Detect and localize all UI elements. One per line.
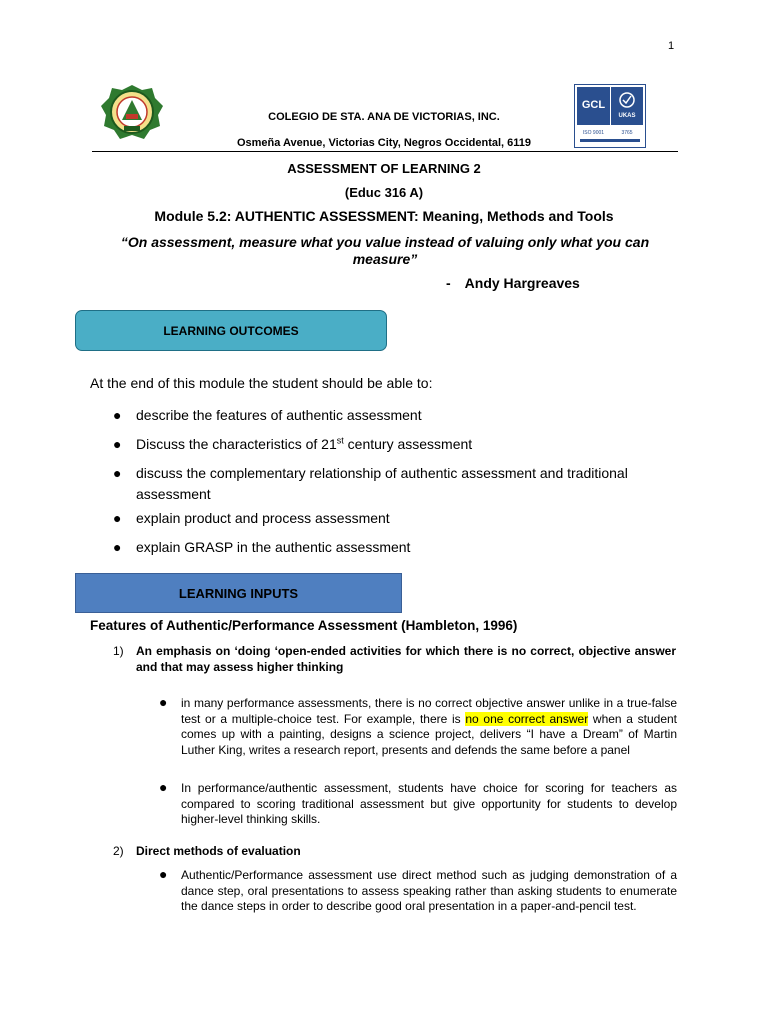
bullet-icon: ● [113,407,122,423]
quote-text: “On assessment, measure what you value instead of valuing only what you can measure” [120,234,650,267]
list-item [113,405,422,426]
sub-list-item [159,694,678,758]
bullet-icon: ● [113,465,122,481]
module-title: Module 5.2: AUTHENTIC ASSESSMENT: Meaning, Methods and Tools [154,208,614,224]
item-number: 2) [113,844,124,858]
list-item [113,508,390,529]
bullet-icon: ● [113,539,122,555]
gcl-text: GCL [581,99,606,111]
quote-author [446,275,580,291]
header-divider [92,151,678,152]
school-name: COLEGIO DE STA. ANA DE VICTORIAS, INC. [268,111,500,123]
bullet-icon: ● [113,436,122,452]
quote-author-name: Andy Hargreaves [464,275,580,291]
item-number: 1) [113,644,124,658]
school-address: Osmeña Avenue, Victorias City, Negros Occidental, 6119 [236,137,532,149]
superscript: st [336,435,344,446]
highlighted-text: no one correct answer [465,711,589,726]
cert-code-text: 3765 [621,130,633,136]
sub-list-item [159,779,677,828]
features-heading: Features of Authentic/Performance Assessment (Hambleton, 1996) [90,618,518,633]
learning-inputs-header [75,573,402,613]
bullet-icon: ● [113,510,122,526]
list-item-text: Discuss the characteristics of 21 [136,436,337,452]
ukas-text: UKAS [618,113,636,119]
numbered-item-text: An emphasis on ‘doing ‘open-ended activities for which there is no correct, objective answer and that may assess higher thinking [136,644,676,674]
list-item [113,463,676,505]
list-item [113,434,473,455]
iso-text: ISO 9001 [582,130,605,136]
list-item-text: explain GRASP in the authentic assessment [136,539,411,555]
sub-item-text: Authentic/Performance assessment use direct method such as judging demonstration of a dance step, oral presentations to assess speaking rather than asking students to enumerate the dance steps in order to describe good oral presentation in a paper-and-pencil test. [181,868,677,913]
list-item [113,537,411,558]
numbered-item [113,843,301,859]
bullet-icon: ● [159,694,168,710]
numbered-item-text: Direct methods of evaluation [136,844,301,858]
sub-list-item [159,866,677,915]
quote-dash: - [446,275,451,291]
sub-item-text-rest: when a student comes up with a painting, designs a science project, delivers “I have a Dream” of Martin Luther King, writes a research report, presents and defends the same before a panel [181,711,678,757]
learning-outcomes-header [75,310,387,351]
learning-inputs-label: LEARNING INPUTS [178,585,299,601]
course-title: ASSESSMENT OF LEARNING 2 [287,161,481,176]
list-item-text: describe the features of authentic assessment [136,407,422,423]
numbered-item [113,643,676,675]
page-number: 1 [668,40,675,52]
outcomes-intro: At the end of this module the student should be able to: [90,375,433,391]
bullet-icon: ● [159,866,168,882]
sub-item-text: In performance/authentic assessment, students have choice for scoring for teachers as compared to scoring traditional assessment but give opportunity for students to develop higher-level thinking skills. [181,781,677,826]
list-item-text-rest: century assessment [343,436,473,452]
course-code: (Educ 316 A) [344,185,424,200]
list-item-text: explain product and process assessment [136,510,390,526]
learning-outcomes-label: LEARNING OUTCOMES [163,323,299,338]
list-item-text: discuss the complementary relationship of authentic assessment and traditional assessment [136,465,628,502]
sub-item-text: in many performance assessments, there is no correct objective answer unlike in a true-false test or a multiple-choice test. For example, there is [181,696,677,726]
bullet-icon: ● [159,779,168,795]
